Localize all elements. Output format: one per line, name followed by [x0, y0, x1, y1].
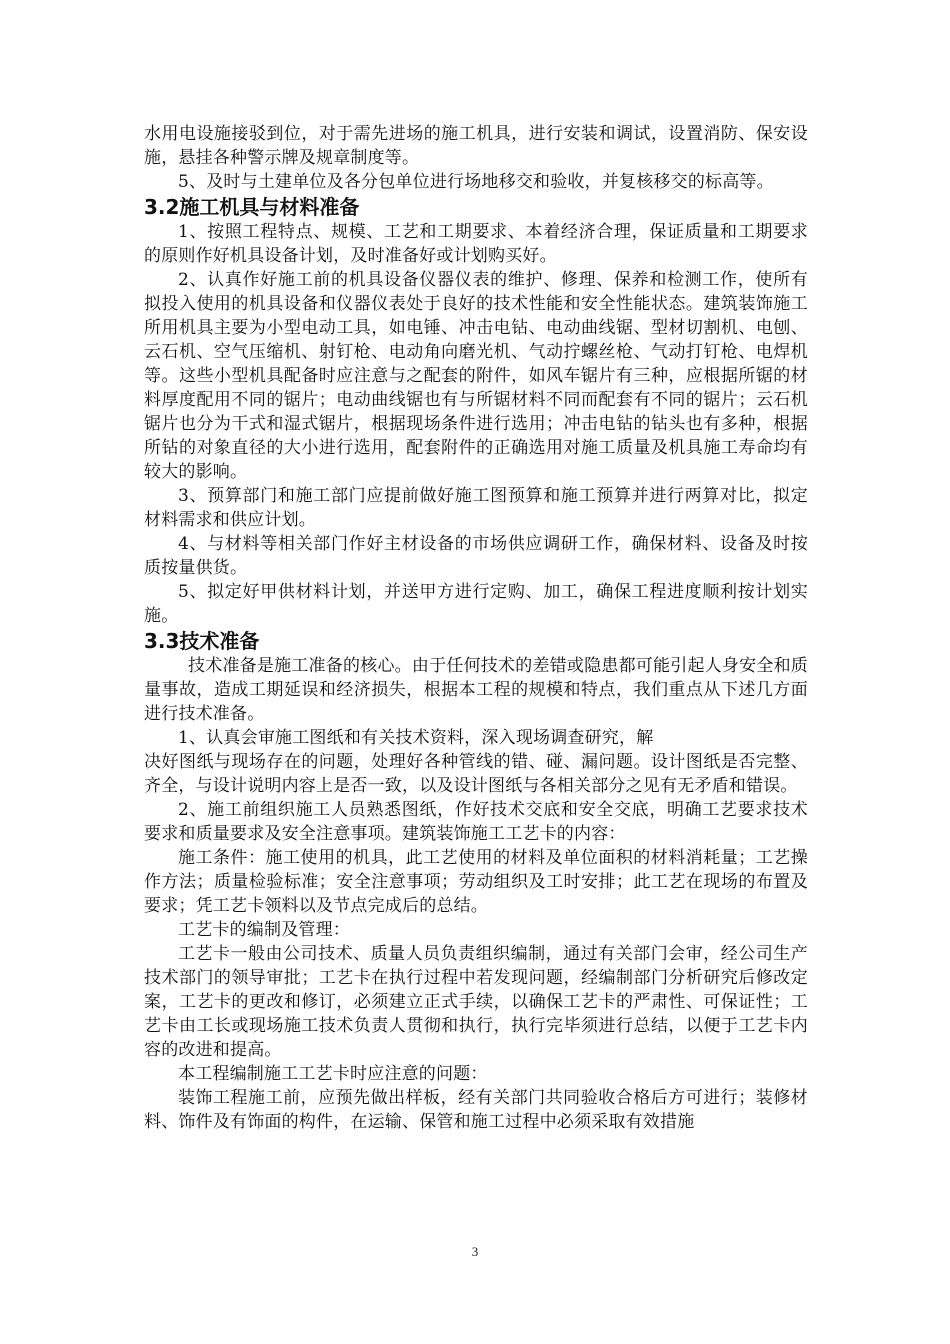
- paragraph-issues-body: 装饰工程施工前，应预先做出样板，经有关部门共同验收合格后方可进行；装修材料、饰件及有饰面的构件，在运输、保管和施工过程中必须采取有效措施: [144, 1088, 808, 1132]
- document-body: [144, 122, 808, 1134]
- paragraph-3-2-item-5: 5、拟定好甲供材料计划，并送甲方进行定购、加工，确保工程进度顺利按计划实施。: [144, 582, 808, 626]
- section-heading-3-2: 3.2施工机具与材料准备: [144, 195, 360, 219]
- paragraph-3-2-item-3: 3、预算部门和施工部门应提前做好施工图预算和施工预算并进行两算对比，拟定材料需求和供应计划。: [144, 486, 808, 530]
- paragraph-intro-item-5: 5、及时与土建单位及各分包单位进行场地移交和验收，并复核移交的标高等。: [178, 172, 774, 192]
- paragraph-3-2-item-1: 1、按照工程特点、规模、工艺和工期要求、本着经济合理，保证质量和工期要求的原则作好机具设备计划，及时准备好或计划购买好。: [144, 222, 808, 266]
- section-heading-3-3: 3.3技术准备: [144, 629, 260, 653]
- paragraph-card-title: 工艺卡的编制及管理：: [178, 920, 350, 940]
- paragraph-3-3-item-1-continuation: 决好图纸与现场存在的问题，处理好各种管线的错、碰、漏问题。设计图纸是否完整、齐全，与设计说明内容上是否一致，以及设计图纸与各相关部分之见有无矛盾和错误。: [144, 752, 808, 796]
- paragraph-intro-continuation: 水用电设施接驳到位，对于需先进场的施工机具，进行安装和调试，设置消防、保安设施，悬挂各种警示牌及规章制度等。: [144, 124, 808, 168]
- paragraph-3-2-item-4: 4、与材料等相关部门作好主材设备的市场供应调研工作，确保材料、设备及时按质按量供货。: [144, 534, 808, 578]
- paragraph-card-body: 工艺卡一般由公司技术、质量人员负责组织编制，通过有关部门会审，经公司生产技术部门的领导审批；工艺卡在执行过程中若发现问题，经编制部门分析研究后修改定案，工艺卡的更改和修订，必须建立正式手续，以确保工艺卡的严肃性、可保证性；工艺卡由工长或现场施工技术负责人贯彻和执行，执行完毕须进行总结，以便于工艺卡内容的改进和提高。: [144, 944, 808, 1060]
- paragraph-issues-title: 本工程编制施工工艺卡时应注意的问题：: [178, 1064, 488, 1084]
- page-number: 3: [471, 1244, 479, 1259]
- paragraph-construction-conditions: 施工条件：施工使用的机具，此工艺使用的材料及单位面积的材料消耗量；工艺操作方法；质量检验标准；安全注意事项；劳动组织及工时安排；此工艺在现场的布置及要求；凭工艺卡领料以及节点完成后的总结。: [144, 848, 808, 916]
- paragraph-3-3-item-2: 2、施工前组织施工人员熟悉图纸，作好技术交底和安全交底，明确工艺要求技术要求和质量要求及安全注意事项。建筑装饰施工工艺卡的内容：: [144, 800, 808, 844]
- paragraph-3-2-item-2: 2、认真作好施工前的机具设备仪器仪表的维护、修理、保养和检测工作，使所有拟投入使用的机具设备和仪器仪表处于良好的技术性能和安全性能状态。建筑装饰施工所用机具主要为小型电动工具，如电锤、冲击电钻、电动曲线锯、型材切割机、电刨、云石机、空气压缩机、射钉枪、电动角向磨光机、气动拧螺丝枪、气动打钉枪、电焊机等。这些小型机具配备时应注意与之配套的附件，如风车锯片有三种，应根据所锯的材料厚度配用不同的锯片；电动曲线锯也有与所锯材料不同而配套有不同的锯片；云石机锯片也分为干式和湿式锯片，根据现场条件进行选用；冲击电钻的钻头也有多种，根据所钻的对象直径的大小进行选用，配套附件的正确选用对施工质量及机具施工寿命均有较大的影响。: [144, 270, 808, 482]
- paragraph-3-3-item-1-line: 1、认真会审施工图纸和有关技术资料，深入现场调查研究，解: [178, 728, 654, 748]
- paragraph-3-3-core: 技术准备是施工准备的核心。由于任何技术的差错或隐患都可能引起人身安全和质量事故，造成工期延误和经济损失，根据本工程的规模和特点，我们重点从下述几方面进行技术准备。: [144, 656, 808, 724]
